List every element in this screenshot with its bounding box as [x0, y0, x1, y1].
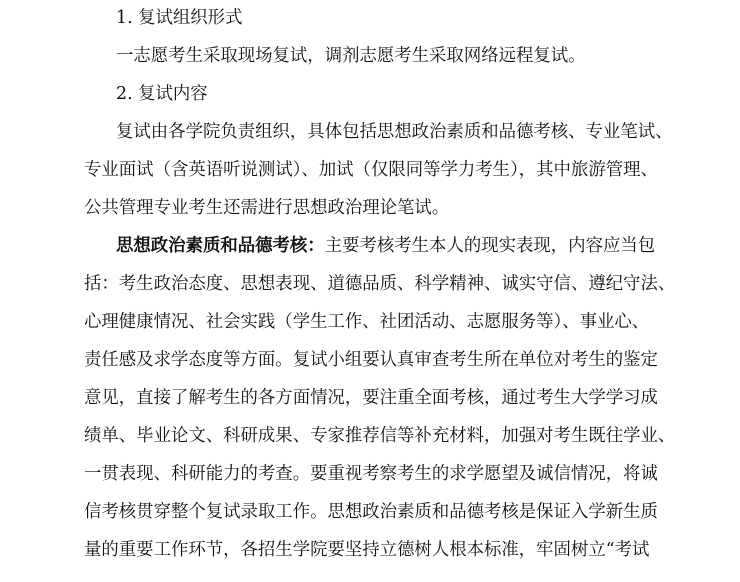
paragraph-2-line-6: 绩单、毕业论文、科研成果、专家推荐信等补充材料，加强对考生既往学业、 — [84, 426, 676, 446]
paragraph-2-line-9: 量的重要工作环节，各招生学院要坚持立德树人根本标准，牢固树立“考试 — [84, 540, 650, 560]
paragraph-1-line-2: 专业面试（含英语听说测试）、加试（仅限同等学力考生），其中旅游管理、 — [84, 160, 658, 180]
bold-lead-text: 思想政治素质和品德考核： — [116, 236, 325, 256]
section-1-heading: 1. 复试组织形式 — [116, 8, 243, 28]
paragraph-1-line-3: 公共管理专业考生还需进行思想政治理论笔试。 — [84, 198, 450, 218]
paragraph-1-line-1: 复试由各学院负责组织，具体包括思想政治素质和品德考核、专业笔试、 — [116, 122, 673, 142]
paragraph-2-line-7: 一贯表现、科研能力的考查。要重视考察考生的求学愿望及诚信情况，将诚 — [84, 464, 658, 484]
paragraph-2-line-5: 意见，直接了解考生的各方面情况，要注重全面考核，通过考生大学学习成 — [84, 388, 658, 408]
paragraph-2-line-4: 责任感及求学态度等方面。复试小组要认真审查考生所在单位对考生的鉴定 — [84, 350, 658, 370]
paragraph-2-line-2: 括：考生政治态度、思想表现、道德品质、科学精神、诚实守信、遵纪守法、 — [84, 274, 676, 294]
paragraph-2-line-3: 心理健康情况、社会实践（学生工作、社团活动、志愿服务等）、事业心、 — [84, 312, 650, 332]
section-1-body: 一志愿考生采取现场复试，调剂志愿考生采取网络远程复试。 — [116, 46, 586, 66]
section-2-heading: 2. 复试内容 — [116, 84, 208, 104]
paragraph-2-line-8: 信考核贯穿整个复试录取工作。思想政治素质和品德考核是保证入学新生质 — [84, 502, 658, 522]
paragraph-2-line-1 — [116, 234, 716, 258]
paragraph-2-line-1-rest: 主要考核考生本人的现实表现，内容应当包 — [324, 236, 656, 256]
